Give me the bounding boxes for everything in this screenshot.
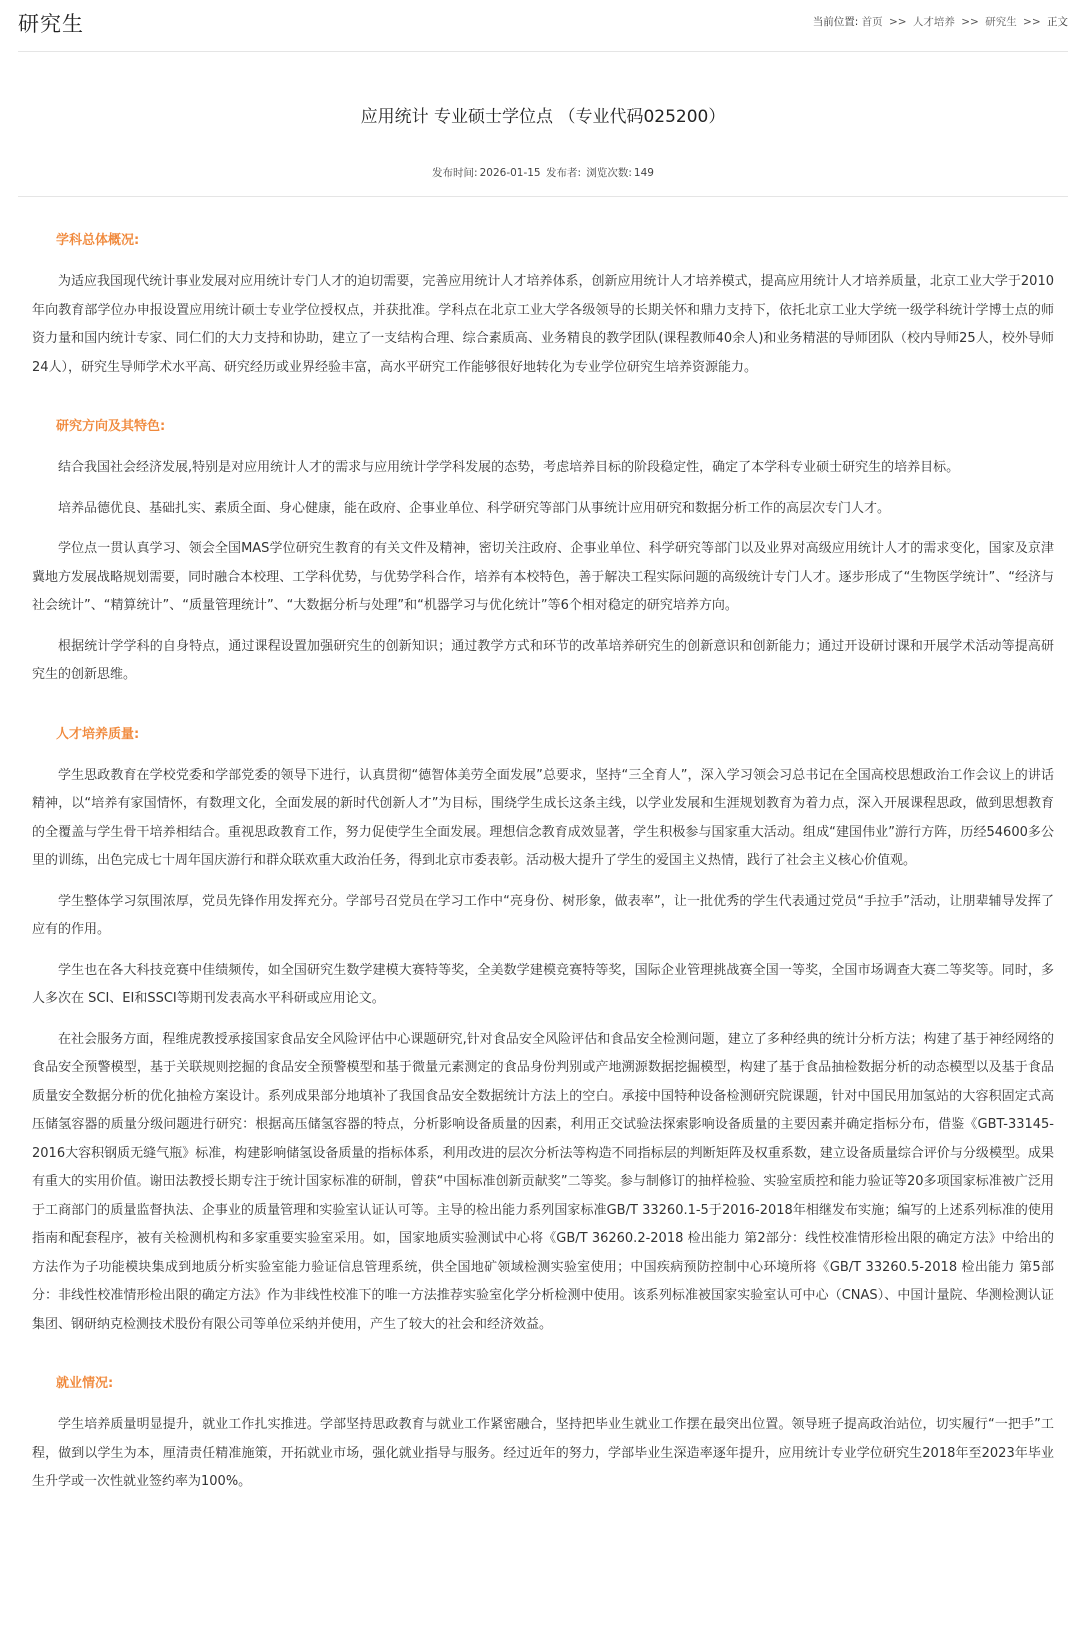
paragraph: 学位点一贯认真学习、领会全国MAS学位研究生教育的有关文件及精神，密切关注政府、企事业单位、科学研究等部门以及业界对高级应用统计人才的需求变化，国家及京津冀地方发展战略规划需要，同时融合本校理、工学科优势，与优势学科合作，培养有本校特色，善于解决工程实际问题的高级统计专门人才。逐步形成了“生物医学统计”、“经济与社会统计”、“精算统计”、“质量管理统计”、“大数据分析与处理”和“机器学习与优化统计”等6个相对稳定的研究培养方向。 [32, 541, 1054, 613]
page-header [18, 0, 1068, 52]
breadcrumb-graduate[interactable]: 研究生 [985, 16, 1017, 28]
breadcrumb [813, 14, 1068, 29]
paragraph: 学生思政教育在学校党委和学部党委的领导下进行，认真贯彻“德智体美劳全面发展”总要求，坚持“三全育人”，深入学习领会习总书记在全国高校思想政治工作会议上的讲话精神，以“培养有家国情怀，有数理文化，全面发展的新时代创新人才”为目标，围绕学生成长这条主线，以学业发展和生涯规划教育为着力点，深入开展课程思政，做到思想教育的全覆盖与学生骨干培养相结合。重视思政教育工作，努力促使学生全面发展。理想信念教育成效显著，学生积极参与国家重大活动。组成“建国伟业”游行方阵，历经54600多公里的训练，出色完成七十周年国庆游行和群众联欢重大政治任务，得到北京市委表彰。活动极大提升了学生的爱国主义热情，践行了社会主义核心价值观。 [32, 767, 1054, 868]
breadcrumb-separator: >> [1023, 16, 1041, 28]
header-divider [18, 196, 1068, 197]
breadcrumb-separator: >> [961, 16, 979, 28]
paragraph: 培养品德优良、基础扎实、素质全面、身心健康，能在政府、企事业单位、科学研究等部门从事统计应用研究和数据分析工作的高层次专门人才。 [58, 500, 891, 516]
article-title: 应用统计 专业硕士学位点 （专业代码025200） [360, 107, 726, 127]
paragraph: 学生培养质量明显提升，就业工作扎实推进。学部坚持思政教育与就业工作紧密融合，坚持把毕业生就业工作摆在最突出位置。领导班子提高政治站位，切实履行“一把手”工程，做到以学生为本，厘清责任精准施策，开拓就业市场，强化就业指导与服务。经过近年的努力，学部毕业生深造率逐年提升，应用统计专业学位研究生2018年至2023年毕业生升学或一次性就业签约率为100%。 [32, 1417, 1054, 1489]
paragraph: 结合我国社会经济发展,特别是对应用统计人才的需求与应用统计学学科发展的态势，考虑培养目标的阶段稳定性，确定了本学科专业硕士研究生的培养目标。 [58, 460, 960, 475]
publish-date: 2026-01-15 [479, 167, 541, 179]
breadcrumb-separator: >> [888, 16, 907, 28]
breadcrumb-home[interactable]: 首页 [861, 16, 883, 28]
section-heading-overview: 学科总体概况: [56, 233, 140, 248]
publisher-label: 发布者: [545, 167, 582, 179]
paragraph: 根据统计学学科的自身特点，通过课程设置加强研究生的创新知识；通过教学方式和环节的改革培养研究生的创新意识和创新能力；通过开设研讨课和开展学术活动等提高研究生的创新思维。 [32, 638, 1054, 682]
views-label: 浏览次数: [586, 167, 632, 179]
article-meta [18, 165, 1068, 180]
paragraph: 为适应我国现代统计事业发展对应用统计专门人才的迫切需要，完善应用统计人才培养体系，创新应用统计人才培养模式，提高应用统计人才培养质量，北京工业大学于2010年向教育部学位办申报设置应用统计硕士专业学位授权点，并获批准。学科点在北京工业大学各级领导的长期关怀和鼎力支持下，依托北京工业大学统一级学科统计学博士点的师资力量和国内统计专家、同仁们的大力支持和协助，建立了一支结构合理、综合素质高、业务精良的教学团队(课程教师40余人)和业务精湛的导师团队（校内导师25人，校外导师24人），研究生导师学术水平高、研究经历或业界经验丰富，高水平研究工作能够很好地转化为专业学位研究生培养资源能力。 [32, 274, 1054, 375]
section-heading-training-quality: 人才培养质量: [56, 726, 140, 742]
paragraph: 学生也在各大科技竞赛中佳绩频传，如全国研究生数学建模大赛特等奖，全美数学建模竞赛特等奖，国际企业管理挑战赛全国一等奖，全国市场调查大赛二等奖等。同时，多人多次在 SCI、EI和SSCI等期刊发表高水平科研或应用论文。 [32, 962, 1054, 1006]
section-heading-research-directions: 研究方向及其特色: [56, 419, 166, 434]
paragraph: 学生整体学习氛围浓厚，党员先锋作用发挥充分。学部号召党员在学习工作中“亮身份、树形象，做表率”，让一批优秀的学生代表通过党员“手拉手”活动，让朋辈辅导发挥了应有的作用。 [32, 893, 1054, 937]
breadcrumb-current: 正文 [1047, 16, 1068, 28]
publish-date-label: 发布时间: [432, 167, 478, 179]
breadcrumb-label: 当前位置: [812, 16, 859, 28]
article-body [32, 224, 1054, 1509]
paragraph: 在社会服务方面，程维虎教授承接国家食品安全风险评估中心课题研究,针对食品安全风险评估和食品安全检测问题，建立了多种经典的统计分析方法；构建了基于神经网络的食品安全预警模型，基于关联规则挖掘的食品安全预警模型和基于微量元素测定的食品身份判别或产地溯源数据挖掘模型，构建了基于食品抽检数据分析的动态模型以及基于食品质量安全数据分析的优化抽检方案设计。系列成果部分地填补了我国食品安全数据统计方法上的空白。承接中国特种设备检测研究院课题，针对中国民用加氢站的大容积固定式高压储氢容器的质量分级问题进行研究：根据高压储氢容器的特点，分析影响设备质量的因素，利用正交试验法探索影响设备质量的主要因素并确定指标分布，借鉴《GBT-33145-2016大容积钢质无缝气瓶》标准，构建影响储氢设备质量的指标体系，利用改进的层次分析法等构造不同指标层的判断矩阵及权重系数，建立设备质量综合评价与分级模型。成果有重大的实用价值。谢田法教授长期专注于统计国家标准的研制，曾获“中国标准创新贡献奖”二等奖。参与制修订的抽样检验、实验室质控和能力验证等20多项国家标准被广泛用于工商部门的质量监督执法、企事业的质量管理和实验室认证认可等。主导的检出能力系列国家标准GB/T 33260.1-5于2016-2018年相继发布实施；编写的上述系列标准的使用指南和配套程序，被有关检测机构和多家重要实验室采用。如，国家地质实验测试中心将《GB/T 36260.2-2018 检出能力 第2部分：线性校准情形检出限的确定方法》中给出的方法作为子功能模块集成到地质分析实验室能力验证信息管理系统，供全国地矿领域检测实验室使用；中国疾病预防控制中心环境所将《GB/T 33260.5-2018 检出能力 第5部分：非线性校准情形检出限的确定方法》作为非线性校准下的唯一方法推荐实验室化学分析检测中使用。该系列标准被国家实验室认可中心（CNAS）、中国计量院、华测检测认证集团、钢研纳克检测技术股份有限公司等单位采纳并使用，产生了较大的社会和经济效益。 [32, 1031, 1054, 1332]
site-title: 研究生 [18, 12, 84, 36]
breadcrumb-talent-training[interactable]: 人才培养 [912, 16, 955, 28]
views-count: 149 [633, 167, 654, 179]
section-heading-employment: 就业情况: [56, 1376, 114, 1391]
